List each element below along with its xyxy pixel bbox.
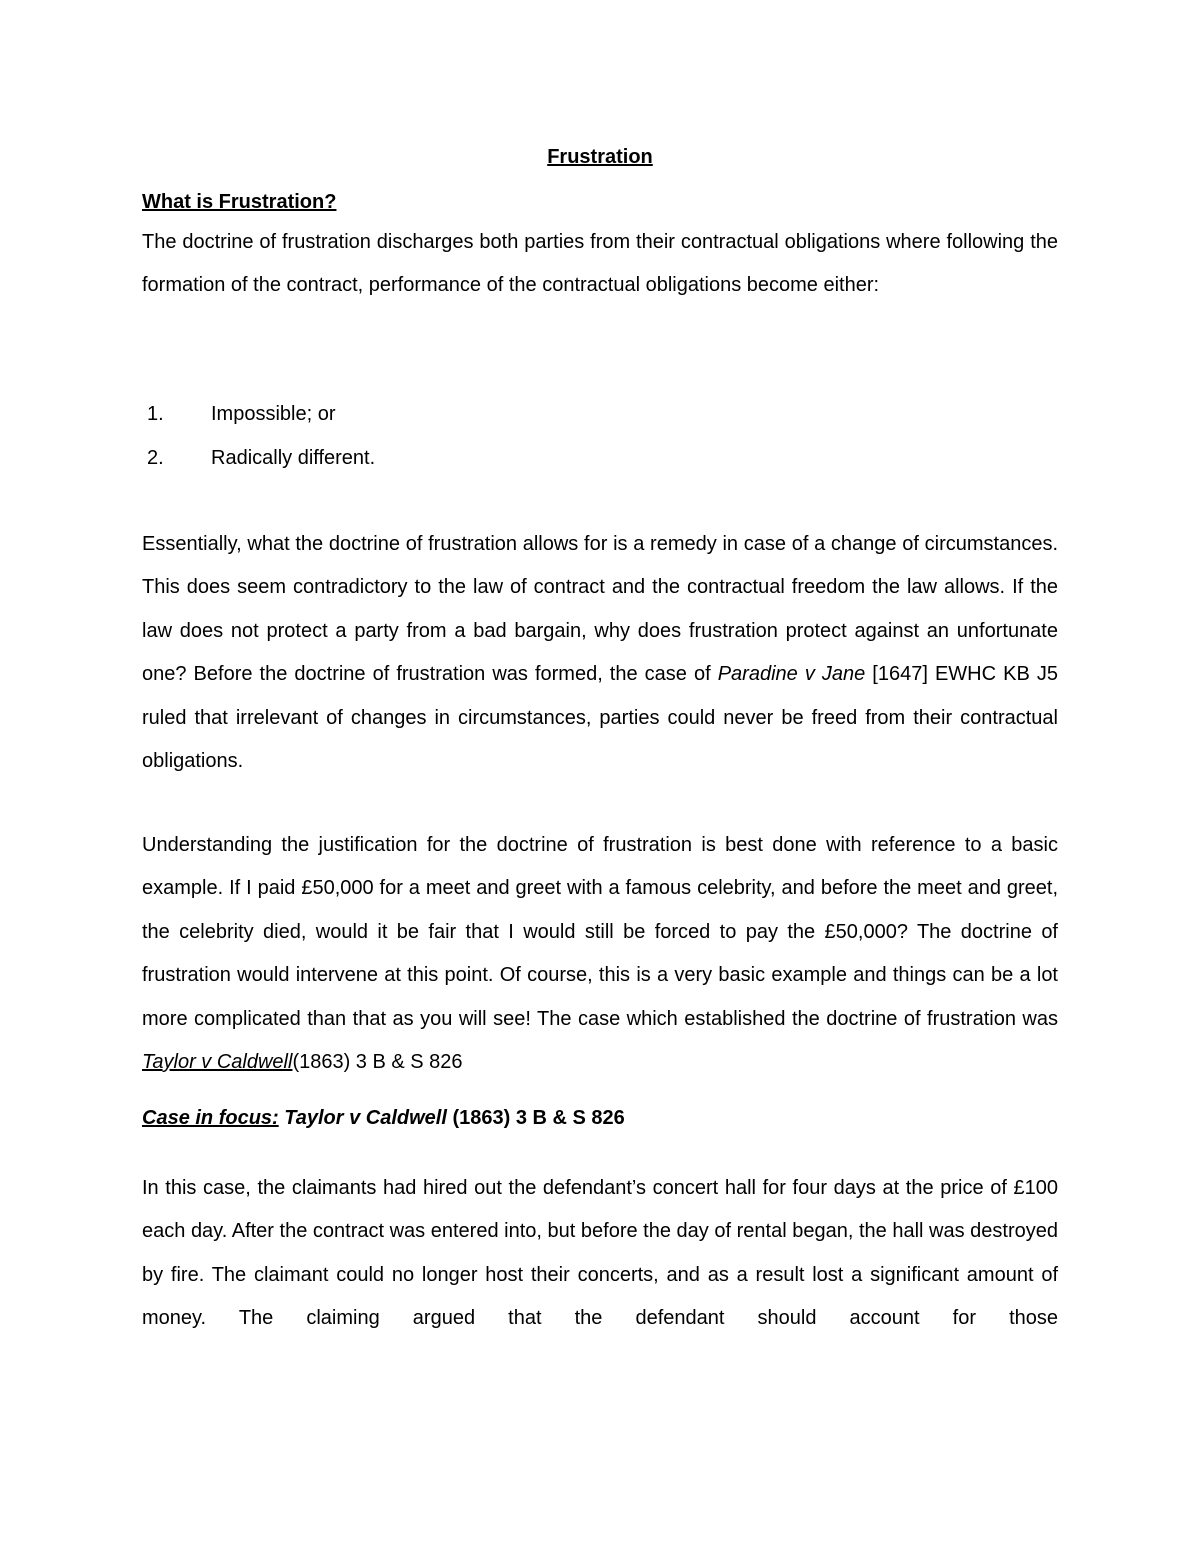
- text-run: [1647] EWHC KB J5 ruled that irrelevant of changes in circumstances, parties could never be freed from their contractual obligations.: [142, 663, 1058, 773]
- intro-text: The doctrine of frustration discharges both parties from their contractual obligations where following the formation of the contract, performance of the contractual obligations become either:: [142, 231, 1058, 297]
- case-name-paradine: Paradine v Jane: [717, 663, 866, 686]
- justification-paragraph: [142, 824, 1058, 1084]
- paragraph-text: [142, 523, 1058, 783]
- case-in-focus-citation: (1863) 3 B & S 826: [452, 1107, 625, 1129]
- case-in-focus-name: Taylor v Caldwell: [284, 1107, 447, 1129]
- case-in-focus-label: Case in focus:: [142, 1107, 279, 1129]
- paragraph-text: [142, 824, 1058, 1084]
- essentially-paragraph: [142, 523, 1058, 783]
- text-run: Understanding the justification for the doctrine of frustration is best done with reference to a basic example. If I paid £50,000 for a meet and greet with a famous celebrity, and before the meet and greet, the celebrity died, would it be fair that I would still be forced to pay the £50,000? The doctrine of frustration would intervene at this point. Of course, this is a very basic example and things can be a lot more complicated than that as you will see! The case which established the doctrine of frustration was: [142, 834, 1058, 1030]
- intro-paragraph: [142, 221, 1058, 308]
- list-text: Radically different.: [211, 447, 376, 469]
- text-run: Essentially, what the doctrine of frustration allows for is a remedy in case of a change of circumstances. This does seem contradictory to the law of contract and the contractual freedom the law allows. If the law does not protect a party from a bad bargain, why does frustration protect against an unfortunate one? Before the doctrine of frustration was formed, the case of: [142, 533, 1058, 686]
- list-number: 1.: [147, 403, 164, 425]
- section-heading: What is Frustration?: [142, 191, 337, 213]
- case-facts-paragraph: [142, 1167, 1058, 1341]
- list-number: 2.: [147, 447, 164, 469]
- page-title: Frustration: [547, 146, 653, 168]
- text-run: (1863) 3 B & S 826: [292, 1051, 463, 1074]
- list-text: Impossible; or: [211, 403, 336, 425]
- case-link-taylor[interactable]: Taylor v Caldwell: [142, 1051, 293, 1074]
- paragraph-text: In this case, the claimants had hired out the defendant’s concert hall for four days at the price of £100 each day. After the contract was entered into, but before the day of rental began, the hall was destroyed by fire. The claimant could no longer host their concerts, and as a result lost a significant amount of money. The claiming argued that the defendant should account for those: [142, 1177, 1058, 1330]
- case-in-focus-heading: [142, 1097, 1058, 1140]
